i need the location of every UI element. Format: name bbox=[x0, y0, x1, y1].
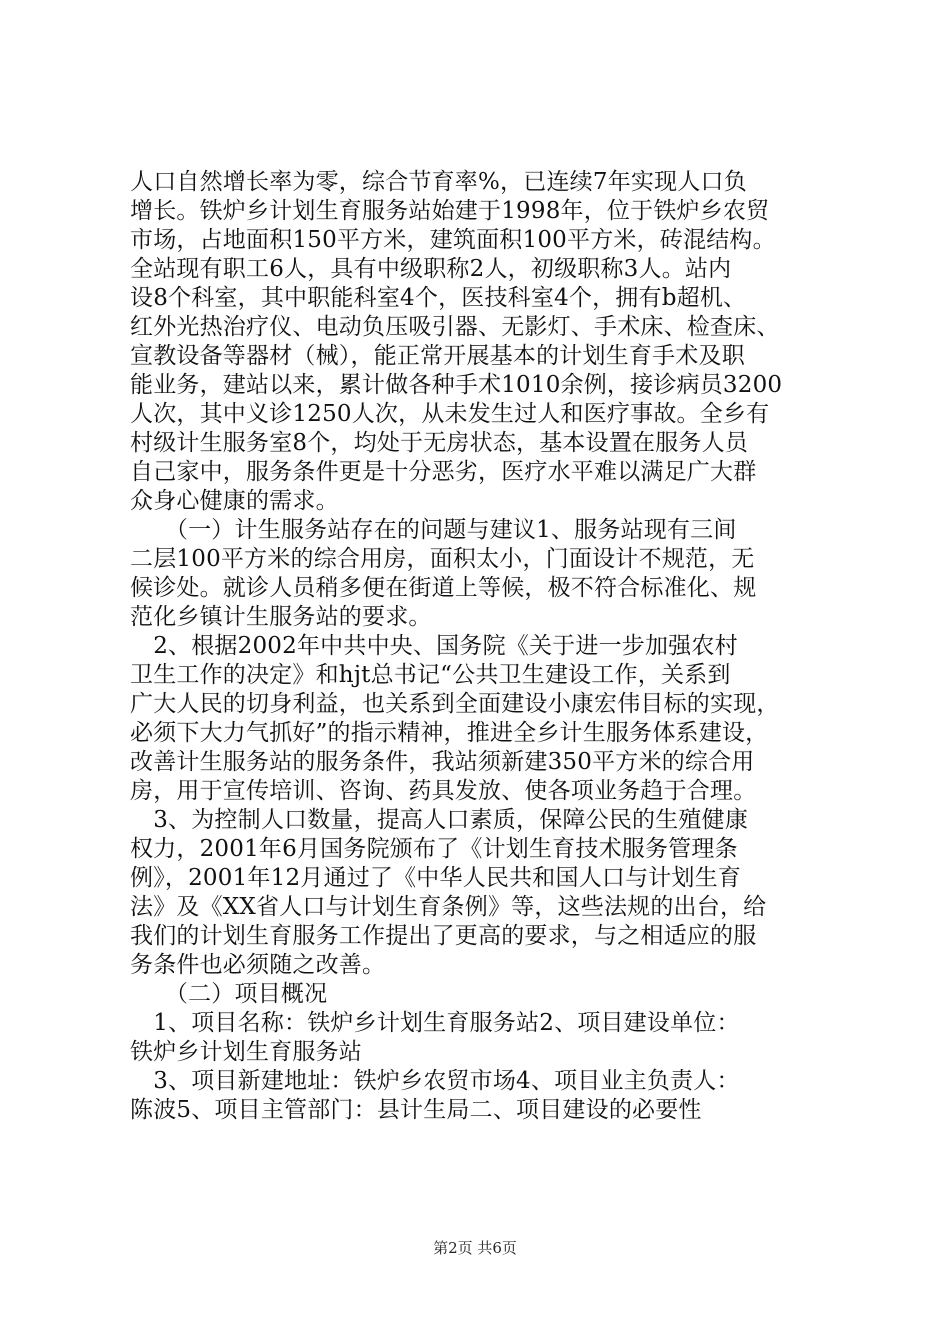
text-line: 3、为控制人口数量，提高人口素质，保障公民的生殖健康 bbox=[130, 807, 749, 833]
document-body bbox=[130, 168, 832, 1125]
text-line: 例》，2001年12月通过了《中华人民共和国人口与计划生育 bbox=[130, 865, 742, 891]
text-line: 范化乡镇计生服务站的要求。 bbox=[130, 604, 432, 630]
text-line: 1、项目名称：铁炉乡计划生育服务站2、项目建设单位： bbox=[130, 1010, 740, 1036]
text-line: 增长。铁炉乡计划生育服务站始建于1998年，位于铁炉乡农贸 bbox=[130, 198, 770, 224]
text-line: 房，用于宣传培训、咨询、药具发放、使各项业务趋于合理。 bbox=[130, 778, 757, 804]
text-line: 卫生工作的决定》和hjt总书记“公共卫生建设工作，关系到 bbox=[130, 662, 731, 688]
text-line: 候诊处。就诊人员稍多便在街道上等候，极不符合标准化、规 bbox=[130, 575, 757, 601]
text-line: 广大人民的切身利益，也关系到全面建设小康宏伟目标的实现， bbox=[130, 691, 780, 717]
text-line: 能业务，建站以来，累计做各种手术1010余例，接诊病员3200 bbox=[130, 372, 783, 398]
text-line: 必须下大力气抓好”的指示精神，推进全乡计生服务体系建设， bbox=[130, 720, 769, 746]
section-heading-line: （二）项目概况 bbox=[130, 981, 328, 1007]
text-line: 铁炉乡计划生育服务站 bbox=[130, 1039, 362, 1065]
page-indicator: 第2页 共6页 bbox=[433, 1239, 517, 1257]
text-line: 自己家中，服务条件更是十分恶劣，医疗水平难以满足广大群 bbox=[130, 459, 757, 485]
text-line: 二层100平方米的综合用房，面积太小，门面设计不规范，无 bbox=[130, 546, 755, 572]
text-line: 市场，占地面积150平方米，建筑面积100平方米，砖混结构。 bbox=[130, 227, 776, 253]
text-line: 法》及《XX省人口与计划生育条例》等，这些法规的出台，给 bbox=[130, 894, 767, 920]
text-line: 设8个科室，其中职能科室4个，医技科室4个，拥有b超机、 bbox=[130, 285, 747, 311]
text-line: 权力，2001年6月国务院颁布了《计划生育技术服务管理条 bbox=[130, 836, 738, 862]
text-line: 陈波5、项目主管部门：县计生局二、项目建设的必要性 bbox=[130, 1097, 702, 1123]
text-line: 人口自然增长率为零，综合节育率%，已连续7年实现人口负 bbox=[130, 169, 747, 195]
text-line: 人次，其中义诊1250人次，从未发生过人和医疗事故。全乡有 bbox=[130, 401, 770, 427]
text-line: 改善计生服务站的服务条件，我站须新建350平方米的综合用 bbox=[130, 749, 755, 775]
text-line: 3、项目新建地址：铁炉乡农贸市场4、项目业主负责人： bbox=[130, 1068, 740, 1094]
text-line: 红外光热治疗仪、电动负压吸引器、无影灯、手术床、检查床、 bbox=[130, 314, 780, 340]
text-line: 我们的计划生育服务工作提出了更高的要求，与之相适应的服 bbox=[130, 923, 757, 949]
section-heading-line: （一）计生服务站存在的问题与建议1、服务站现有三间 bbox=[130, 517, 737, 543]
text-line: 宣教设备等器材（械），能正常开展基本的计划生育手术及职 bbox=[130, 343, 745, 369]
text-line: 全站现有职工6人，具有中级职称2人，初级职称3人。站内 bbox=[130, 256, 732, 282]
text-line: 2、根据2002年中共中央、国务院《关于进一步加强农村 bbox=[130, 633, 738, 659]
text-line: 村级计生服务室8个，均处于无房状态，基本设置在服务人员 bbox=[130, 430, 749, 456]
text-line: 务条件也必须随之改善。 bbox=[130, 952, 386, 978]
text-line: 众身心健康的需求。 bbox=[130, 488, 339, 514]
